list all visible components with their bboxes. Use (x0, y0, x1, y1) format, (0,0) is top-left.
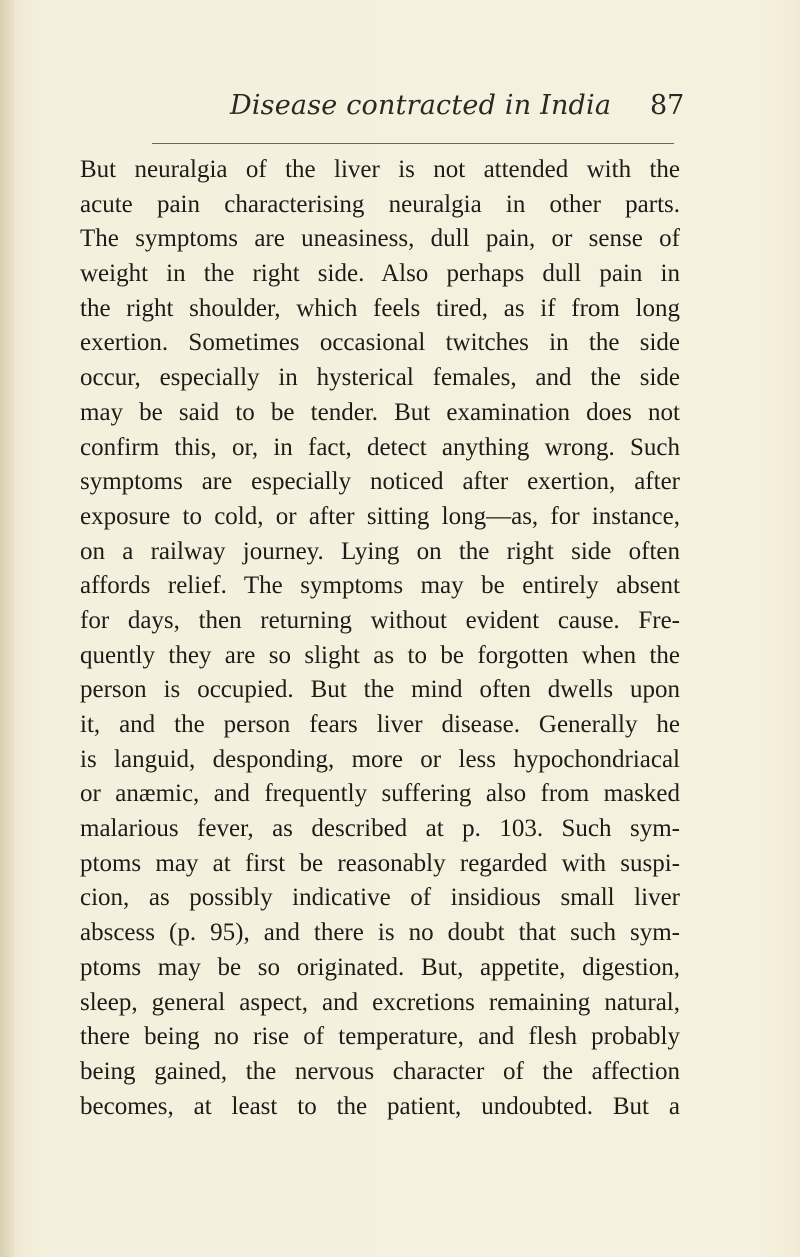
body-paragraph (80, 153, 680, 1124)
text-line: the right shoulder, which feels tired, as if from long (80, 294, 680, 322)
page-binding-edge (0, 0, 14, 1257)
text-line: may be said to be tender. But examination does not (80, 398, 680, 426)
text-line: for days, then returning without evident cause. Fre- (80, 606, 680, 634)
text-line: abscess (p. 95), and there is no doubt that such sym- (80, 919, 680, 947)
text-line: there being no rise of temperature, and flesh probably (80, 1023, 680, 1051)
text-line: being gained, the nervous character of the affection (80, 1057, 680, 1085)
text-line: is languid, desponding, more or less hypochondriacal (80, 745, 680, 773)
text-line: it, and the person fears liver disease. Generally he (80, 711, 680, 738)
text-line: exertion. Sometimes occasional twitches in the side (80, 329, 680, 357)
text-line: sleep, general aspect, and excretions remaining natural, (80, 988, 680, 1016)
text-line: affords relief. The symptoms may be entirely absent (80, 572, 680, 600)
text-line: cion, as possibly indicative of insidious small liver (80, 884, 680, 912)
text-line: But neuralgia of the liver is not attended with the (80, 156, 680, 183)
text-line: symptoms are especially noticed after exertion, after (80, 468, 680, 496)
text-line: occur, especially in hysterical females, and the side (80, 364, 680, 392)
text-line: ptoms may at first be reasonably regarded with suspi- (80, 849, 680, 877)
text-line: quently they are so slight as to be forgotten when the (80, 641, 680, 669)
running-head (0, 90, 800, 130)
text-line: acute pain characterising neuralgia in other parts. (80, 190, 680, 218)
text-line: on a railway journey. Lying on the right side often (80, 537, 680, 565)
text-line: or anæmic, and frequently suffering also from masked (80, 780, 680, 808)
text-line: confirm this, or, in fact, detect anything wrong. Such (80, 433, 680, 461)
page-number: 87 (650, 90, 685, 121)
text-line: ptoms may be so originated. But, appetite, digestion, (80, 953, 680, 981)
text-line: person is occupied. But the mind often dwells upon (80, 676, 680, 704)
text-line: exposure to cold, or after sitting long—as, for instance, (80, 502, 680, 530)
text-line: weight in the right side. Also perhaps dull pain in (80, 260, 680, 288)
running-title: Disease contracted in India (230, 90, 612, 121)
text-line: malarious fever, as described at p. 103. Such sym- (80, 815, 680, 843)
header-rule (152, 143, 674, 144)
text-line: becomes, at least to the patient, undoubted. But a (80, 1092, 680, 1120)
text-line: The symptoms are uneasiness, dull pain, or sense of (80, 225, 680, 253)
